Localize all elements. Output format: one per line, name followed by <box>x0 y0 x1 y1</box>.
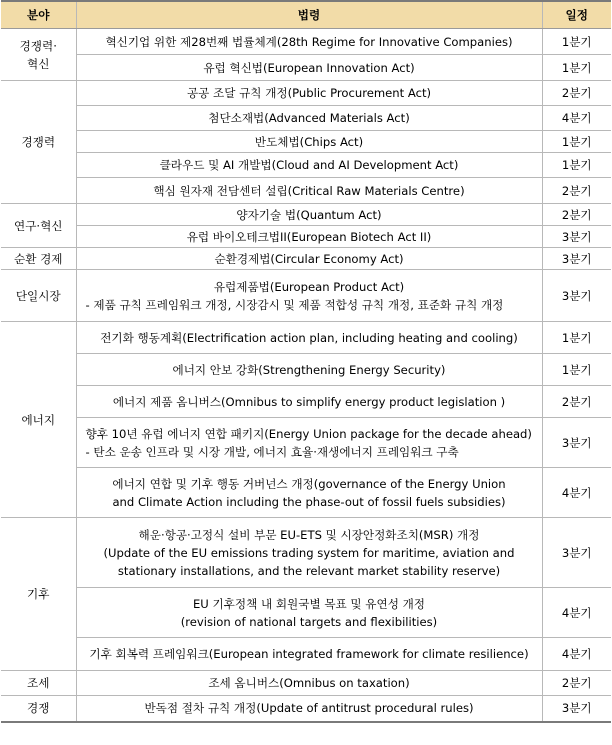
schedule-cell: 2분기 <box>542 178 611 204</box>
law-text: (Update of the EU emissions trading system for maritime, aviation and <box>103 545 515 560</box>
law-text: 에너지 제품 옴니버스(Omnibus to simplify energy product legislation ) <box>112 394 506 409</box>
header-schedule: 일정 <box>542 1 611 29</box>
law-text: 유럽제품법(European Product Act) <box>213 279 405 294</box>
header-field: 분야 <box>1 1 76 29</box>
law-text: 에너지 연합 및 기후 행동 거버넌스 개정(governance of the Energy Union <box>112 476 506 491</box>
schedule-cell: 1분기 <box>542 29 611 55</box>
table-header-row <box>1 1 611 29</box>
law-text: 순환경제법(Circular Economy Act) <box>214 251 404 266</box>
field-label: 혁신 <box>27 56 50 71</box>
schedule-cell: 2분기 <box>542 386 611 418</box>
law-text: 유럽 혁신법(European Innovation Act) <box>203 60 415 75</box>
field-cell <box>1 81 76 204</box>
law-cell <box>76 81 542 106</box>
law-cell <box>76 270 542 322</box>
field-cell <box>1 696 76 722</box>
law-text: stationary installations, and the relevant market stability reserve) <box>117 563 501 578</box>
schedule-cell: 4분기 <box>542 106 611 131</box>
law-cell <box>76 386 542 418</box>
law-text: 전기화 행동계획(Electrification action plan, including heating and cooling) <box>100 330 518 345</box>
law-text: 기후 회복력 프레임워크(European integrated framework for climate resilience) <box>89 647 529 661</box>
field-cell <box>1 518 76 671</box>
schedule-cell: 3분기 <box>542 248 611 270</box>
table-row <box>1 418 611 468</box>
law-cell <box>76 131 542 153</box>
field-label: 기후 <box>27 587 50 601</box>
law-cell <box>76 248 542 270</box>
table-row <box>1 131 611 153</box>
law-text: 향후 10년 유럽 에너지 연합 패키지(Energy Union package for the decade ahead) <box>85 426 532 441</box>
law-text: 조세 옴니버스(Omnibus on taxation) <box>208 676 410 690</box>
law-text: and Climate Action including the phase-out of fossil fuels subsidies) <box>112 494 506 509</box>
law-cell <box>76 322 542 354</box>
schedule-cell: 3분기 <box>542 518 611 588</box>
schedule-cell: 2분기 <box>542 671 611 696</box>
law-text: 양자기술 법(Quantum Act) <box>236 207 382 222</box>
field-cell <box>1 29 76 81</box>
table-row <box>1 468 611 518</box>
law-text: 유럽 바이오테크법II(European Biotech Act II) <box>186 229 432 244</box>
schedule-cell: 1분기 <box>542 55 611 81</box>
law-cell <box>76 55 542 81</box>
schedule-cell: 3분기 <box>542 226 611 248</box>
header-law: 법령 <box>76 1 542 29</box>
law-cell <box>76 29 542 55</box>
law-text: 첨단소재법(Advanced Materials Act) <box>208 111 410 125</box>
schedule-cell: 1분기 <box>542 131 611 153</box>
table-row <box>1 518 611 588</box>
schedule-cell: 3분기 <box>542 696 611 722</box>
law-text: 공공 조달 규칙 개정(Public Procurement Act) <box>186 86 432 100</box>
law-text: EU 기후정책 내 회원국별 목표 및 유연성 개정 <box>192 596 425 611</box>
law-text: 핵심 원자재 전담센터 설립(Critical Raw Materials Centre) <box>153 183 465 198</box>
schedule-cell: 4분기 <box>542 468 611 518</box>
law-cell <box>76 671 542 696</box>
table-row <box>1 29 611 55</box>
table-row <box>1 153 611 178</box>
field-label: 조세 <box>27 676 50 690</box>
table-body <box>1 29 611 722</box>
field-label: 단일시장 <box>15 288 61 303</box>
field-label: 에너지 <box>21 412 56 427</box>
field-label: 순환 경제 <box>14 251 63 266</box>
law-cell <box>76 518 542 588</box>
law-cell <box>76 468 542 518</box>
table-row <box>1 638 611 671</box>
law-cell <box>76 226 542 248</box>
law-text: 해운·항공·고정식 설비 부문 EU-ETS 및 시장안정화조치(MSR) 개정 <box>138 527 480 542</box>
schedule-cell: 4분기 <box>542 638 611 671</box>
law-cell <box>76 153 542 178</box>
law-cell <box>76 354 542 386</box>
schedule-cell: 1분기 <box>542 354 611 386</box>
table-row <box>1 204 611 226</box>
law-cell <box>76 588 542 638</box>
field-cell <box>1 671 76 696</box>
law-text: 반도체법(Chips Act) <box>254 134 364 149</box>
legislation-table <box>1 0 611 723</box>
table-row <box>1 671 611 696</box>
schedule-cell: 2분기 <box>542 81 611 106</box>
law-cell <box>76 696 542 722</box>
table-row <box>1 354 611 386</box>
table-row <box>1 106 611 131</box>
law-cell <box>76 418 542 468</box>
table-row <box>1 248 611 270</box>
field-label: 경쟁 <box>27 701 50 716</box>
law-text: 반독점 절차 규칙 개정(Update of antitrust procedural rules) <box>144 701 474 716</box>
table-row <box>1 386 611 418</box>
law-text: 에너지 안보 강화(Strengthening Energy Security) <box>172 362 446 377</box>
schedule-cell: 3분기 <box>542 418 611 468</box>
law-cell <box>76 106 542 131</box>
table-row <box>1 178 611 204</box>
field-cell <box>1 322 76 518</box>
field-cell <box>1 248 76 270</box>
law-subtext: - 제품 규칙 프레임워크 개정, 시장감시 및 제품 적합성 규칙 개정, 표준화 규칙 개정 <box>85 297 504 312</box>
field-cell <box>1 270 76 322</box>
schedule-cell: 1분기 <box>542 322 611 354</box>
law-text: 클라우드 및 AI 개발법(Cloud and AI Development Act) <box>159 158 459 172</box>
schedule-cell: 2분기 <box>542 204 611 226</box>
law-cell <box>76 178 542 204</box>
law-subtext: - 탄소 운송 인프라 및 시장 개발, 에너지 효율·재생에너지 프레임워크 구축 <box>85 444 459 459</box>
table-row <box>1 270 611 322</box>
table-row <box>1 226 611 248</box>
table-row <box>1 55 611 81</box>
law-text: (revision of national targets and flexibilities) <box>180 614 438 629</box>
table-row <box>1 696 611 722</box>
schedule-cell: 3분기 <box>542 270 611 322</box>
table-row <box>1 588 611 638</box>
field-label: 연구·혁신 <box>14 218 63 233</box>
law-cell <box>76 204 542 226</box>
table-row <box>1 322 611 354</box>
schedule-cell: 4분기 <box>542 588 611 638</box>
field-cell <box>1 204 76 248</box>
field-label: 경쟁력· <box>19 38 57 53</box>
field-label: 경쟁력 <box>21 135 56 149</box>
schedule-cell: 1분기 <box>542 153 611 178</box>
law-cell <box>76 638 542 671</box>
law-text: 혁신기업 위한 제28번째 법률체계(28th Regime for Innovative Companies) <box>105 34 513 49</box>
table-row <box>1 81 611 106</box>
